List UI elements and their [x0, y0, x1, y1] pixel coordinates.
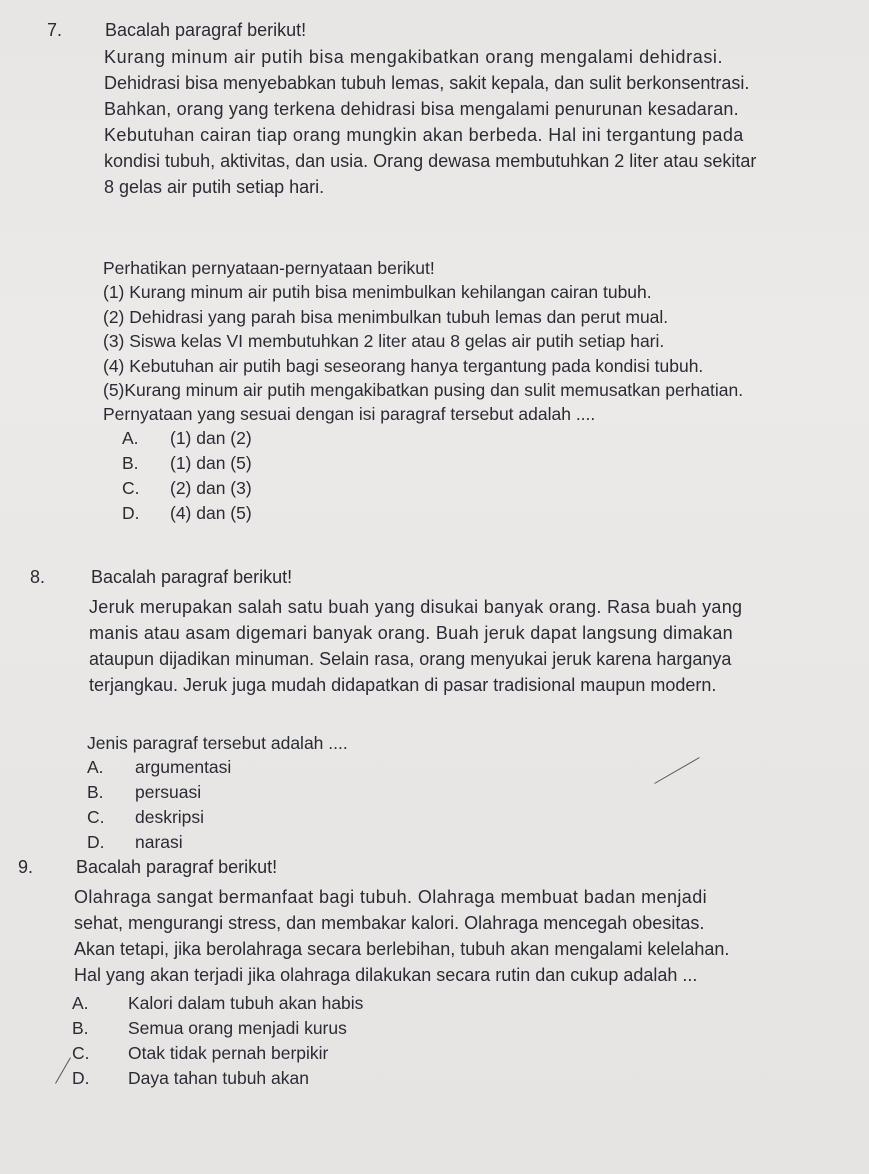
option-text: narasi: [135, 832, 183, 852]
paragraph-line: manis atau asam digemari banyak orang. Buah jeruk dapat langsung dimakan: [89, 623, 733, 643]
option-text: (1) dan (2): [170, 428, 252, 448]
question-7-statements-intro: Perhatikan pernyataan-pernyataan berikut!: [103, 258, 435, 278]
question-7-number: 7.: [47, 20, 63, 40]
option-letter: D.: [72, 1068, 90, 1088]
option-d[interactable]: [72, 1066, 363, 1091]
option-a[interactable]: [87, 755, 231, 780]
paragraph-line: Jeruk merupakan salah satu buah yang disukai banyak orang. Rasa buah yang: [89, 597, 743, 617]
option-letter: A.: [72, 993, 89, 1013]
option-b[interactable]: [72, 1016, 363, 1041]
statement-item: (3) Siswa kelas VI membutuhkan 2 liter atau 8 gelas air putih setiap hari.: [103, 331, 665, 351]
option-letter: D.: [122, 503, 140, 523]
option-text: Otak tidak pernah berpikir: [128, 1043, 329, 1063]
question-7-heading: Bacalah paragraf berikut!: [105, 20, 307, 40]
option-letter: C.: [87, 807, 105, 827]
question-8-number: 8.: [30, 567, 46, 587]
option-letter: A.: [87, 757, 104, 777]
option-text: (1) dan (5): [170, 453, 252, 473]
option-letter: B.: [87, 782, 104, 802]
option-b[interactable]: [87, 780, 231, 805]
paragraph-line: ataupun dijadikan minuman. Selain rasa, orang menyukai jeruk karena harganya: [89, 649, 732, 669]
option-b[interactable]: [122, 451, 252, 476]
paragraph-line: Kurang minum air putih bisa mengakibatkan orang mengalami dehidrasi.: [104, 47, 724, 67]
option-text: deskripsi: [135, 807, 205, 827]
question-9-options: [72, 991, 363, 1091]
question-7-prompt: Pernyataan yang sesuai dengan isi paragraf tersebut adalah ....: [103, 404, 596, 424]
paragraph-line: Kebutuhan cairan tiap orang mungkin akan berbeda. Hal ini tergantung pada: [104, 125, 744, 145]
option-c[interactable]: [87, 805, 231, 830]
pencil-stroke: [654, 757, 700, 784]
question-8-options: [87, 755, 231, 855]
question-7-options: [122, 426, 252, 526]
option-letter: A.: [122, 428, 139, 448]
question-8-heading: Bacalah paragraf berikut!: [91, 567, 293, 587]
paragraph-line: sehat, mengurangi stress, dan membakar kalori. Olahraga mencegah obesitas.: [74, 913, 705, 933]
paragraph-line: Dehidrasi bisa menyebabkan tubuh lemas, sakit kepala, dan sulit berkonsentrasi.: [104, 73, 750, 93]
option-letter: C.: [122, 478, 140, 498]
paragraph-line: Bahkan, orang yang terkena dehidrasi bisa mengalami penurunan kesadaran.: [104, 99, 739, 119]
option-c[interactable]: [122, 476, 252, 501]
option-d[interactable]: [87, 830, 231, 855]
question-9-heading: Bacalah paragraf berikut!: [76, 857, 278, 877]
paragraph-line: kondisi tubuh, aktivitas, dan usia. Orang dewasa membutuhkan 2 liter atau sekitar: [104, 151, 757, 171]
question-9-number: 9.: [18, 857, 34, 877]
option-text: (4) dan (5): [170, 503, 252, 523]
option-text: Kalori dalam tubuh akan habis: [128, 993, 364, 1013]
paragraph-line: Olahraga sangat bermanfaat bagi tubuh. Olahraga membuat badan menjadi: [74, 887, 707, 907]
option-letter: B.: [122, 453, 139, 473]
statement-item: (5)Kurang minum air putih mengakibatkan pusing dan sulit memusatkan perhatian.: [103, 380, 744, 400]
statement-item: (4) Kebutuhan air putih bagi seseorang hanya tergantung pada kondisi tubuh.: [103, 355, 704, 376]
option-letter: D.: [87, 832, 105, 852]
option-text: argumentasi: [135, 757, 232, 777]
question-9-paragraph: [74, 884, 854, 988]
question-7-paragraph: [104, 44, 844, 200]
statement-item: (1) Kurang minum air putih bisa menimbulkan kehilangan cairan tubuh.: [103, 282, 652, 302]
option-c[interactable]: [72, 1041, 363, 1066]
answer-slash-mark: [55, 1057, 71, 1083]
paragraph-line: Hal yang akan terjadi jika olahraga dilakukan secara rutin dan cukup adalah ...: [74, 965, 698, 985]
option-a[interactable]: [122, 426, 252, 451]
option-a[interactable]: [72, 991, 363, 1016]
option-text: (2) dan (3): [170, 478, 252, 498]
paragraph-line: Akan tetapi, jika berolahraga secara berlebihan, tubuh akan mengalami kelelahan.: [74, 939, 730, 959]
option-letter: B.: [72, 1018, 89, 1038]
option-letter: C.: [72, 1043, 90, 1063]
statement-item: (2) Dehidrasi yang parah bisa menimbulkan tubuh lemas dan perut mual.: [103, 306, 669, 327]
paragraph-line: terjangkau. Jeruk juga mudah didapatkan di pasar tradisional maupun modern.: [89, 675, 717, 695]
question-7-statements: [103, 280, 743, 403]
paragraph-line: 8 gelas air putih setiap hari.: [104, 177, 325, 197]
option-text: Daya tahan tubuh akan: [128, 1068, 309, 1088]
question-8-paragraph: [89, 594, 849, 698]
option-d[interactable]: [122, 501, 252, 526]
option-text: persuasi: [135, 782, 202, 802]
question-8-prompt: Jenis paragraf tersebut adalah ....: [87, 733, 348, 753]
option-text: Semua orang menjadi kurus: [128, 1018, 347, 1038]
